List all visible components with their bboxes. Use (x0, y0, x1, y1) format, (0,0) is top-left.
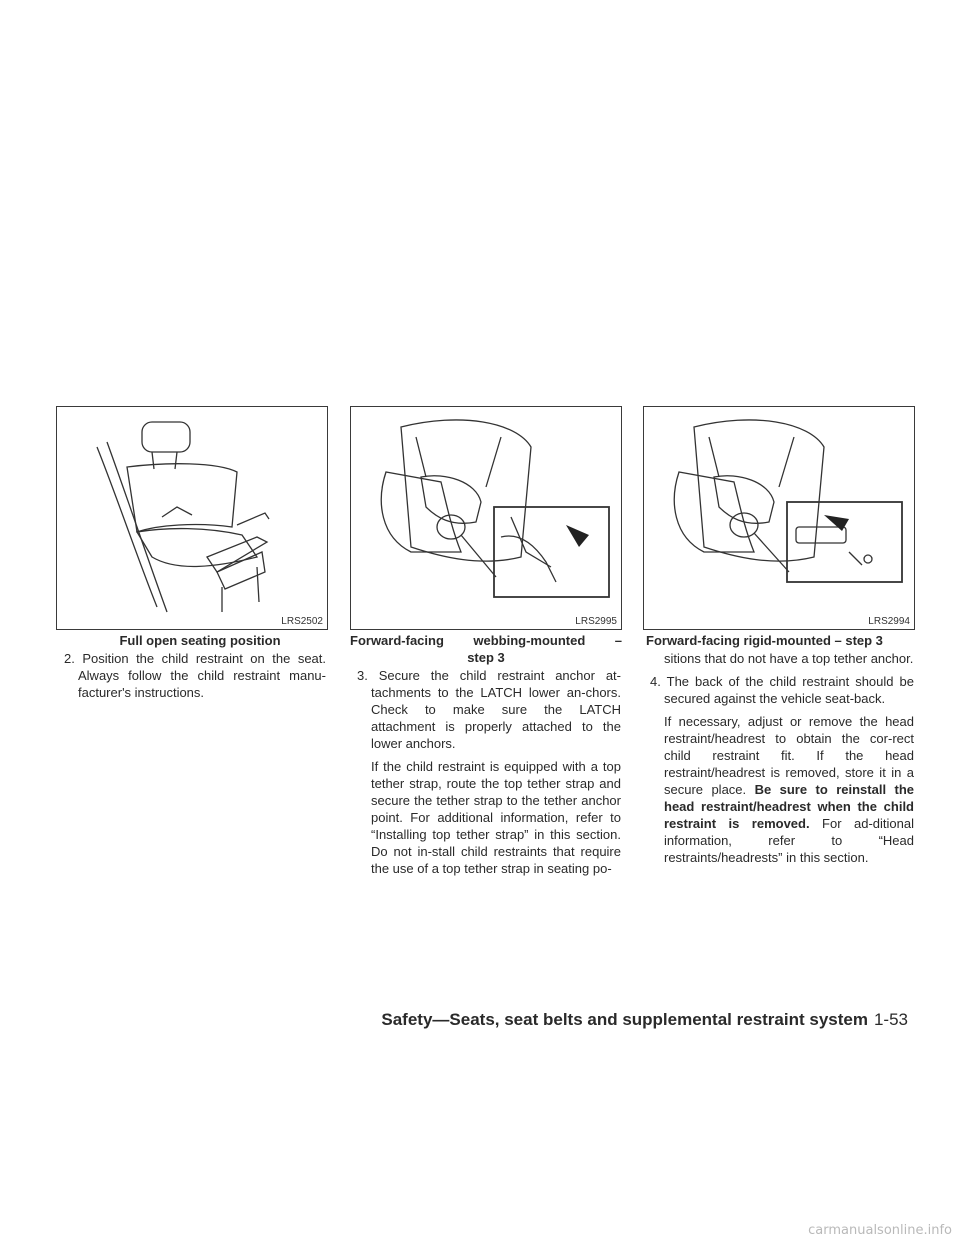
page-number: 1-53 (873, 1010, 908, 1029)
page-footer (381, 1010, 908, 1030)
headrest-text-b: For ad-ditional information, refer to “Head restraints/headrests” in this section. (664, 816, 914, 865)
column-3 (650, 650, 914, 872)
headrest-text-a: If necessary, adjust or remove the head restraint/headrest to obtain the cor-rect child restraint fit. If the head restraint/headrest is removed, store it in a secure place. (664, 714, 914, 797)
watermark: carmanualsonline.info (808, 1223, 952, 1238)
figure-code: LRS2995 (575, 616, 617, 627)
figure-caption: Full open seating position (119, 633, 281, 648)
caption-line: Forward-facing webbing-mounted – (350, 633, 622, 648)
column-2 (357, 667, 621, 883)
child-seat-webbing-illustration (351, 407, 621, 629)
figure-code: LRS2994 (868, 616, 910, 627)
continued-text: sitions that do not have a top tether anchor. (664, 651, 914, 666)
figure-caption (350, 632, 622, 666)
seat-illustration (57, 407, 327, 629)
figure-code: LRS2502 (281, 616, 323, 627)
tether-paragraph: If the child restraint is equipped with a top tether strap, route the top tether strap and secure the tether strap to the tether anchor point. For additional information, refer to “Installing top tether strap” in this section. Do not in-stall child restraints that require the use of a top tether strap in seating po- (371, 759, 621, 876)
figure-rigid-mounted (643, 406, 915, 630)
figure-webbing-mounted (350, 406, 622, 630)
headrest-paragraph (650, 713, 914, 866)
step-2: 2. Position the child restraint on the seat. Always follow the child restraint manu-facturer's instructions. (64, 651, 326, 700)
child-seat-rigid-illustration (644, 407, 914, 629)
figure-caption: Forward-facing rigid-mounted – step 3 (646, 633, 883, 648)
figure-full-open-seating (56, 406, 328, 630)
section-title: Safety—Seats, seat belts and supplemental restraint system (381, 1010, 868, 1029)
caption-line: step 3 (467, 650, 505, 665)
headrest-warning: Be sure to reinstall the head restraint/headrest when the child restraint is removed. (664, 782, 914, 831)
step-4: 4. The back of the child restraint should be secured against the vehicle seat-back. (650, 674, 914, 706)
step-3: 3. Secure the child restraint anchor at-tachments to the LATCH lower an-chors. Check to make sure the LATCH attachment is properly attached to the lower anchors. (357, 668, 621, 751)
column-1 (64, 650, 326, 707)
